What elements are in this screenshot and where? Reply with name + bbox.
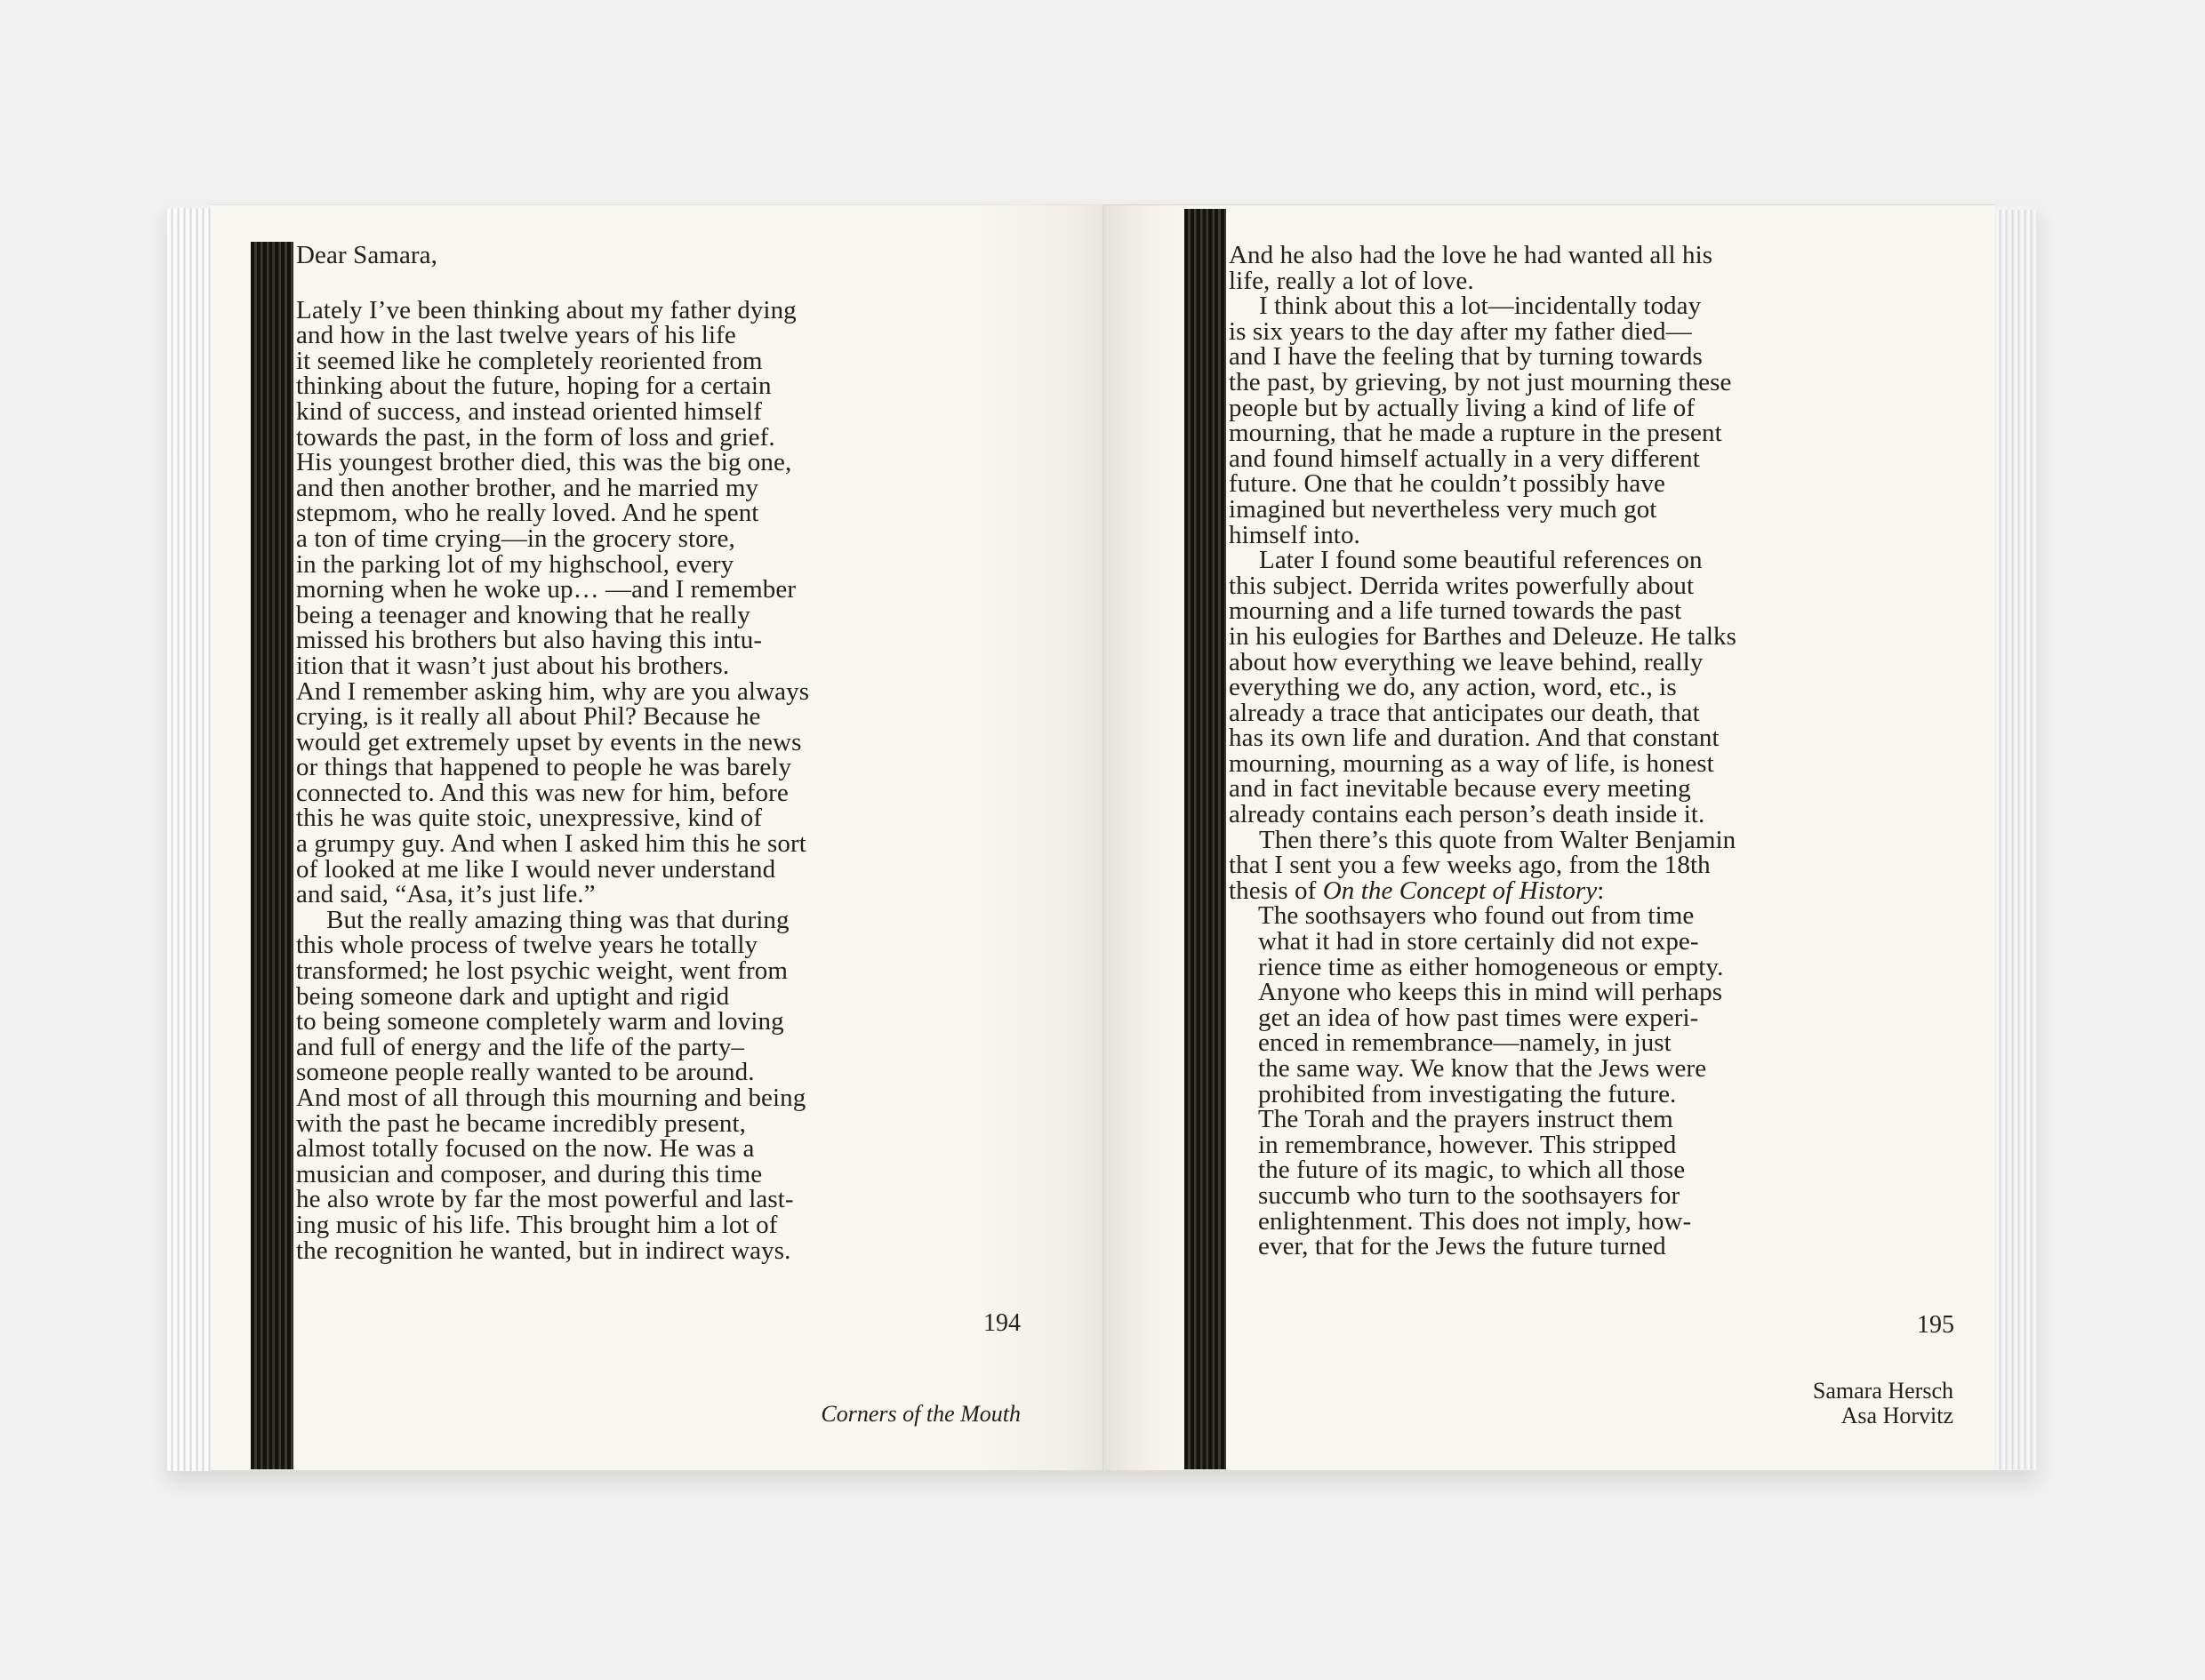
text-line: himself into. [1229, 520, 1360, 549]
text-line: being someone dark and uptight and rigid [296, 981, 730, 1011]
text-line: a grumpy guy. And when I asked him this he sort [296, 829, 806, 859]
text-line: morning when he woke up… —and I remember [296, 575, 797, 604]
letter-text-right [1229, 243, 1851, 1260]
text-line: this he was quite stoic, unexpressive, kind of [296, 804, 763, 833]
text-line: ing music of his life. This brought him a lot of [296, 1210, 778, 1239]
text-line: and how in the last twelve years of his life [296, 321, 736, 350]
text-line: has its own life and duration. And that constant [1229, 724, 1720, 753]
text-segment: : [1597, 876, 1605, 905]
text-line: about how everything we leave behind, really [1229, 647, 1704, 676]
text-line: towards the past, in the form of loss and grief. [296, 422, 775, 452]
text-line: The soothsayers who found out from time [1258, 901, 1695, 931]
text-line: enlightenment. This does not imply, how- [1258, 1206, 1692, 1236]
text-line: succumb who turn to the soothsayers for [1258, 1180, 1680, 1210]
text-line: would get extremely upset by events in the news [296, 727, 802, 756]
text-line: is six years to the day after my father died— [1229, 316, 1692, 346]
text-line: rience time as either homogeneous or empty. [1258, 952, 1724, 981]
text-line: mourning, mourning as a way of life, is honest [1229, 748, 1714, 778]
paragraph-spacer [296, 268, 918, 298]
text-line: future. One that he couldn’t possibly have [1229, 469, 1665, 499]
text-line: and found himself actually in a very different [1229, 444, 1700, 473]
accent-bar-right [1184, 209, 1226, 1469]
text-line: imagined but nevertheless very much got [1229, 494, 1657, 524]
text-line: enced in remembrance—namely, in just [1258, 1028, 1672, 1058]
text-line: thinking about the future, hoping for a certain [296, 372, 772, 401]
text-line: the past, by grieving, by not just mourning these [1229, 367, 1732, 396]
text-line: the recognition he wanted, but in indirect ways. [296, 1236, 791, 1265]
text-line: almost totally focused on the now. He was a [296, 1134, 755, 1164]
text-line: life, really a lot of love. [1229, 266, 1474, 295]
text-line: But the really amazing thing was that during [326, 905, 790, 934]
text-line: musician and composer, and during this time [296, 1159, 763, 1188]
text-line: and I have the feeling that by turning towards [1229, 342, 1703, 372]
text-line: And he also had the love he had wanted all his [1229, 241, 1713, 269]
text-line: And most of all through this mourning and being [296, 1084, 806, 1112]
text-line: of looked at me like I would never understand [296, 854, 776, 884]
text-line: to being someone completely warm and loving [296, 1007, 784, 1036]
text-line: stepmom, who he really loved. And he spent [296, 499, 759, 528]
text-line: and then another brother, and he married my [296, 473, 759, 502]
text-line: Anyone who keeps this in mind will perhaps [1258, 978, 1723, 1007]
text-line: with the past he became incredibly present, [296, 1108, 746, 1138]
text-line: mourning, that he made a rupture in the present [1229, 419, 1722, 448]
italic-title: On the Concept of History [1322, 876, 1598, 905]
text-line: already a trace that anticipates our death, that [1229, 698, 1700, 727]
text-line: that I sent you a few weeks ago, from the 18th [1229, 851, 1711, 880]
page-edges-left [167, 208, 211, 1471]
text-line: missed his brothers but also having this intu- [296, 626, 763, 655]
text-line: Then there’s this quote from Walter Benjamin [1259, 825, 1736, 854]
text-line: transformed; he lost psychic weight, went from [296, 956, 789, 986]
text-line: people but by actually living a kind of life of [1229, 393, 1696, 422]
text-line: connected to. And this was new for him, before [296, 778, 789, 807]
text-line: it seemed like he completely reoriented from [296, 346, 763, 375]
text-line: crying, is it really all about Phil? Because he [296, 702, 761, 732]
text-line: The Torah and the prayers instruct them [1258, 1105, 1673, 1134]
text-line: And I remember asking him, why are you always [296, 676, 810, 706]
text-line: prohibited from investigating the future. [1258, 1079, 1677, 1108]
text-line: this subject. Derrida writes powerfully about [1229, 571, 1695, 600]
text-line: mourning and a life turned towards the past [1229, 596, 1682, 626]
text-line: and said, “Asa, it’s just life.” [296, 880, 596, 909]
accent-bar-left [251, 242, 293, 1469]
text-line: Lately I’ve been thinking about my father dying [296, 295, 797, 324]
letter-text-left [296, 243, 918, 1263]
page-number-left: 194 [983, 1309, 1021, 1337]
author-name: Samara Hersch [1812, 1378, 1953, 1404]
running-title: Corners of the Mouth [821, 1401, 1021, 1427]
text-line: ever, that for the Jews the future turned [1258, 1232, 1666, 1261]
text-line: ition that it wasn’t just about his brothers. [296, 651, 730, 680]
text-segment: thesis of [1229, 876, 1323, 905]
text-line: Dear Samara, [296, 241, 438, 269]
author-names [1813, 1379, 1953, 1428]
text-line: I think about this a lot—incidentally today [1259, 292, 1702, 321]
text-line: kind of success, and instead oriented himself [296, 396, 762, 426]
text-line: Later I found some beautiful references on [1259, 546, 1703, 575]
text-line: being a teenager and knowing that he really [296, 600, 750, 629]
page-edges-right [1995, 210, 2037, 1469]
text-line: what it had in store certainly did not expe- [1258, 927, 1699, 956]
text-line: the future of its magic, to which all those [1258, 1156, 1686, 1185]
text-line: and full of energy and the life of the party– [296, 1032, 745, 1061]
text-line: the same way. We know that the Jews were [1258, 1054, 1707, 1083]
left-page [211, 204, 1102, 1470]
text-line [1229, 878, 1851, 904]
page-number-right: 195 [1917, 1311, 1954, 1339]
text-line: in remembrance, however. This stripped [1258, 1130, 1677, 1159]
text-line: get an idea of how past times were experi- [1258, 1003, 1699, 1032]
text-line: he also wrote by far the most powerful and last- [296, 1185, 794, 1214]
text-line: a ton of time crying—in the grocery store, [296, 524, 735, 553]
book-spread [167, 204, 2037, 1470]
text-line: His youngest brother died, this was the big one, [296, 448, 792, 477]
text-line: and in fact inevitable because every meeting [1229, 774, 1691, 804]
text-line: this whole process of twelve years he totally [296, 931, 758, 960]
text-line: everything we do, any action, word, etc., is [1229, 673, 1677, 702]
text-line: in his eulogies for Barthes and Deleuze. He talks [1229, 621, 1737, 651]
right-page [1102, 204, 1995, 1470]
text-line: already contains each person’s death inside it. [1229, 800, 1705, 829]
text-line: or things that happened to people he was barely [296, 753, 792, 782]
text-line: someone people really wanted to be around. [296, 1058, 755, 1087]
text-line: in the parking lot of my highschool, every [296, 549, 734, 579]
author-name: Asa Horvitz [1840, 1402, 1953, 1428]
